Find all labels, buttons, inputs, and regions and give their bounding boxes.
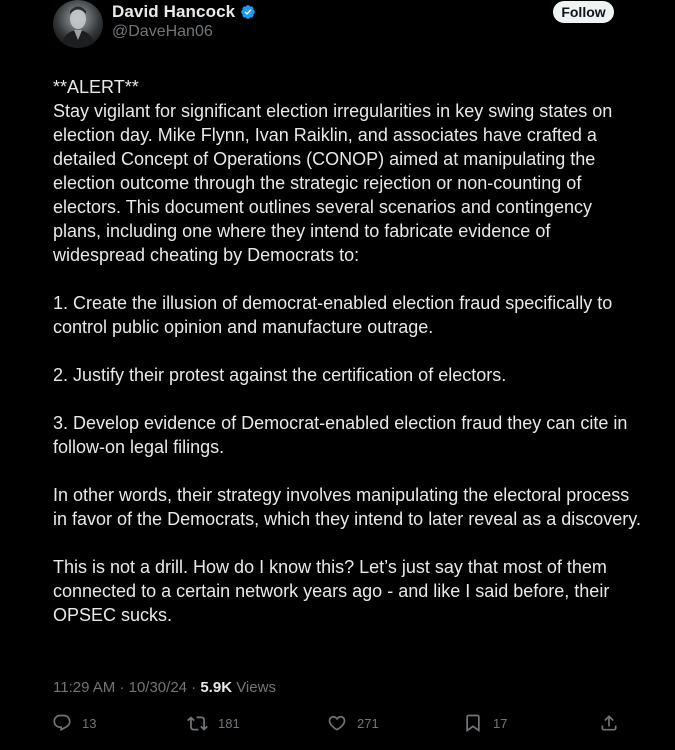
bookmark-icon — [463, 713, 483, 733]
reply-icon — [52, 713, 72, 733]
reply-button[interactable] — [52, 710, 96, 736]
reply-count: 13 — [82, 715, 97, 731]
tweet-metadata — [53, 679, 276, 696]
tweet-text — [53, 75, 643, 627]
tweet-paragraph: This is not a drill. How do I know this? Let’s just say that most of them connected to a certain network years ago - and like I said before, their OPSEC sucks. — [53, 557, 610, 625]
tweet-date[interactable]: 10/30/24 — [128, 679, 187, 696]
follow-button[interactable]: Follow — [553, 1, 614, 23]
avatar[interactable] — [53, 0, 103, 48]
repost-button[interactable] — [187, 710, 240, 736]
repost-count: 181 — [218, 715, 240, 731]
share-button[interactable] — [599, 710, 619, 736]
like-button[interactable] — [327, 710, 379, 736]
views-count: 5.9K — [200, 679, 233, 696]
author-handle[interactable]: @DaveHan06 — [112, 23, 213, 40]
meta-separator: · — [191, 679, 197, 696]
tweet-actions — [0, 710, 675, 736]
tweet-paragraph: In other words, their strategy involves manipulating the electoral process in favor of the Democrats, which they intend to later reveal as a discovery. — [53, 485, 641, 529]
repost-icon — [187, 713, 208, 734]
tweet-paragraph: 1. Create the illusion of democrat-enabled election fraud specifically to control public opinion and manufacture outrage. — [53, 293, 613, 337]
tweet-paragraph: 2. Justify their protest against the certification of electors. — [53, 365, 507, 385]
like-count: 271 — [357, 715, 379, 731]
author-display-name[interactable]: David Hancock — [112, 2, 236, 21]
meta-separator: · — [119, 679, 125, 696]
heart-icon — [327, 713, 347, 733]
views-label: Views — [236, 679, 276, 696]
tweet-paragraph: 3. Develop evidence of Democrat-enabled election fraud they can cite in follow-on legal filings. — [53, 413, 628, 457]
author-name-row — [112, 1, 256, 23]
tweet-header — [0, 0, 675, 56]
bookmark-button[interactable] — [463, 710, 507, 736]
verified-badge-icon — [240, 4, 256, 20]
bookmark-count: 17 — [493, 715, 508, 731]
avatar-photo-icon — [53, 0, 103, 48]
tweet-time[interactable]: 11:29 AM — [53, 679, 116, 696]
tweet-paragraph: **ALERT** Stay vigilant for significant election irregularities in key swing states on election day. Mike Flynn, Ivan Raiklin, and associates have crafted a detailed Concept of Operations (CONOP) aimed at manipulating the election outcome through the strategic rejection or non-counting of electors. This document outlines several scenarios and contingency plans, including one where they intend to fabricate evidence of widespread cheating by Democrats to: — [53, 77, 613, 265]
share-icon — [599, 713, 619, 733]
